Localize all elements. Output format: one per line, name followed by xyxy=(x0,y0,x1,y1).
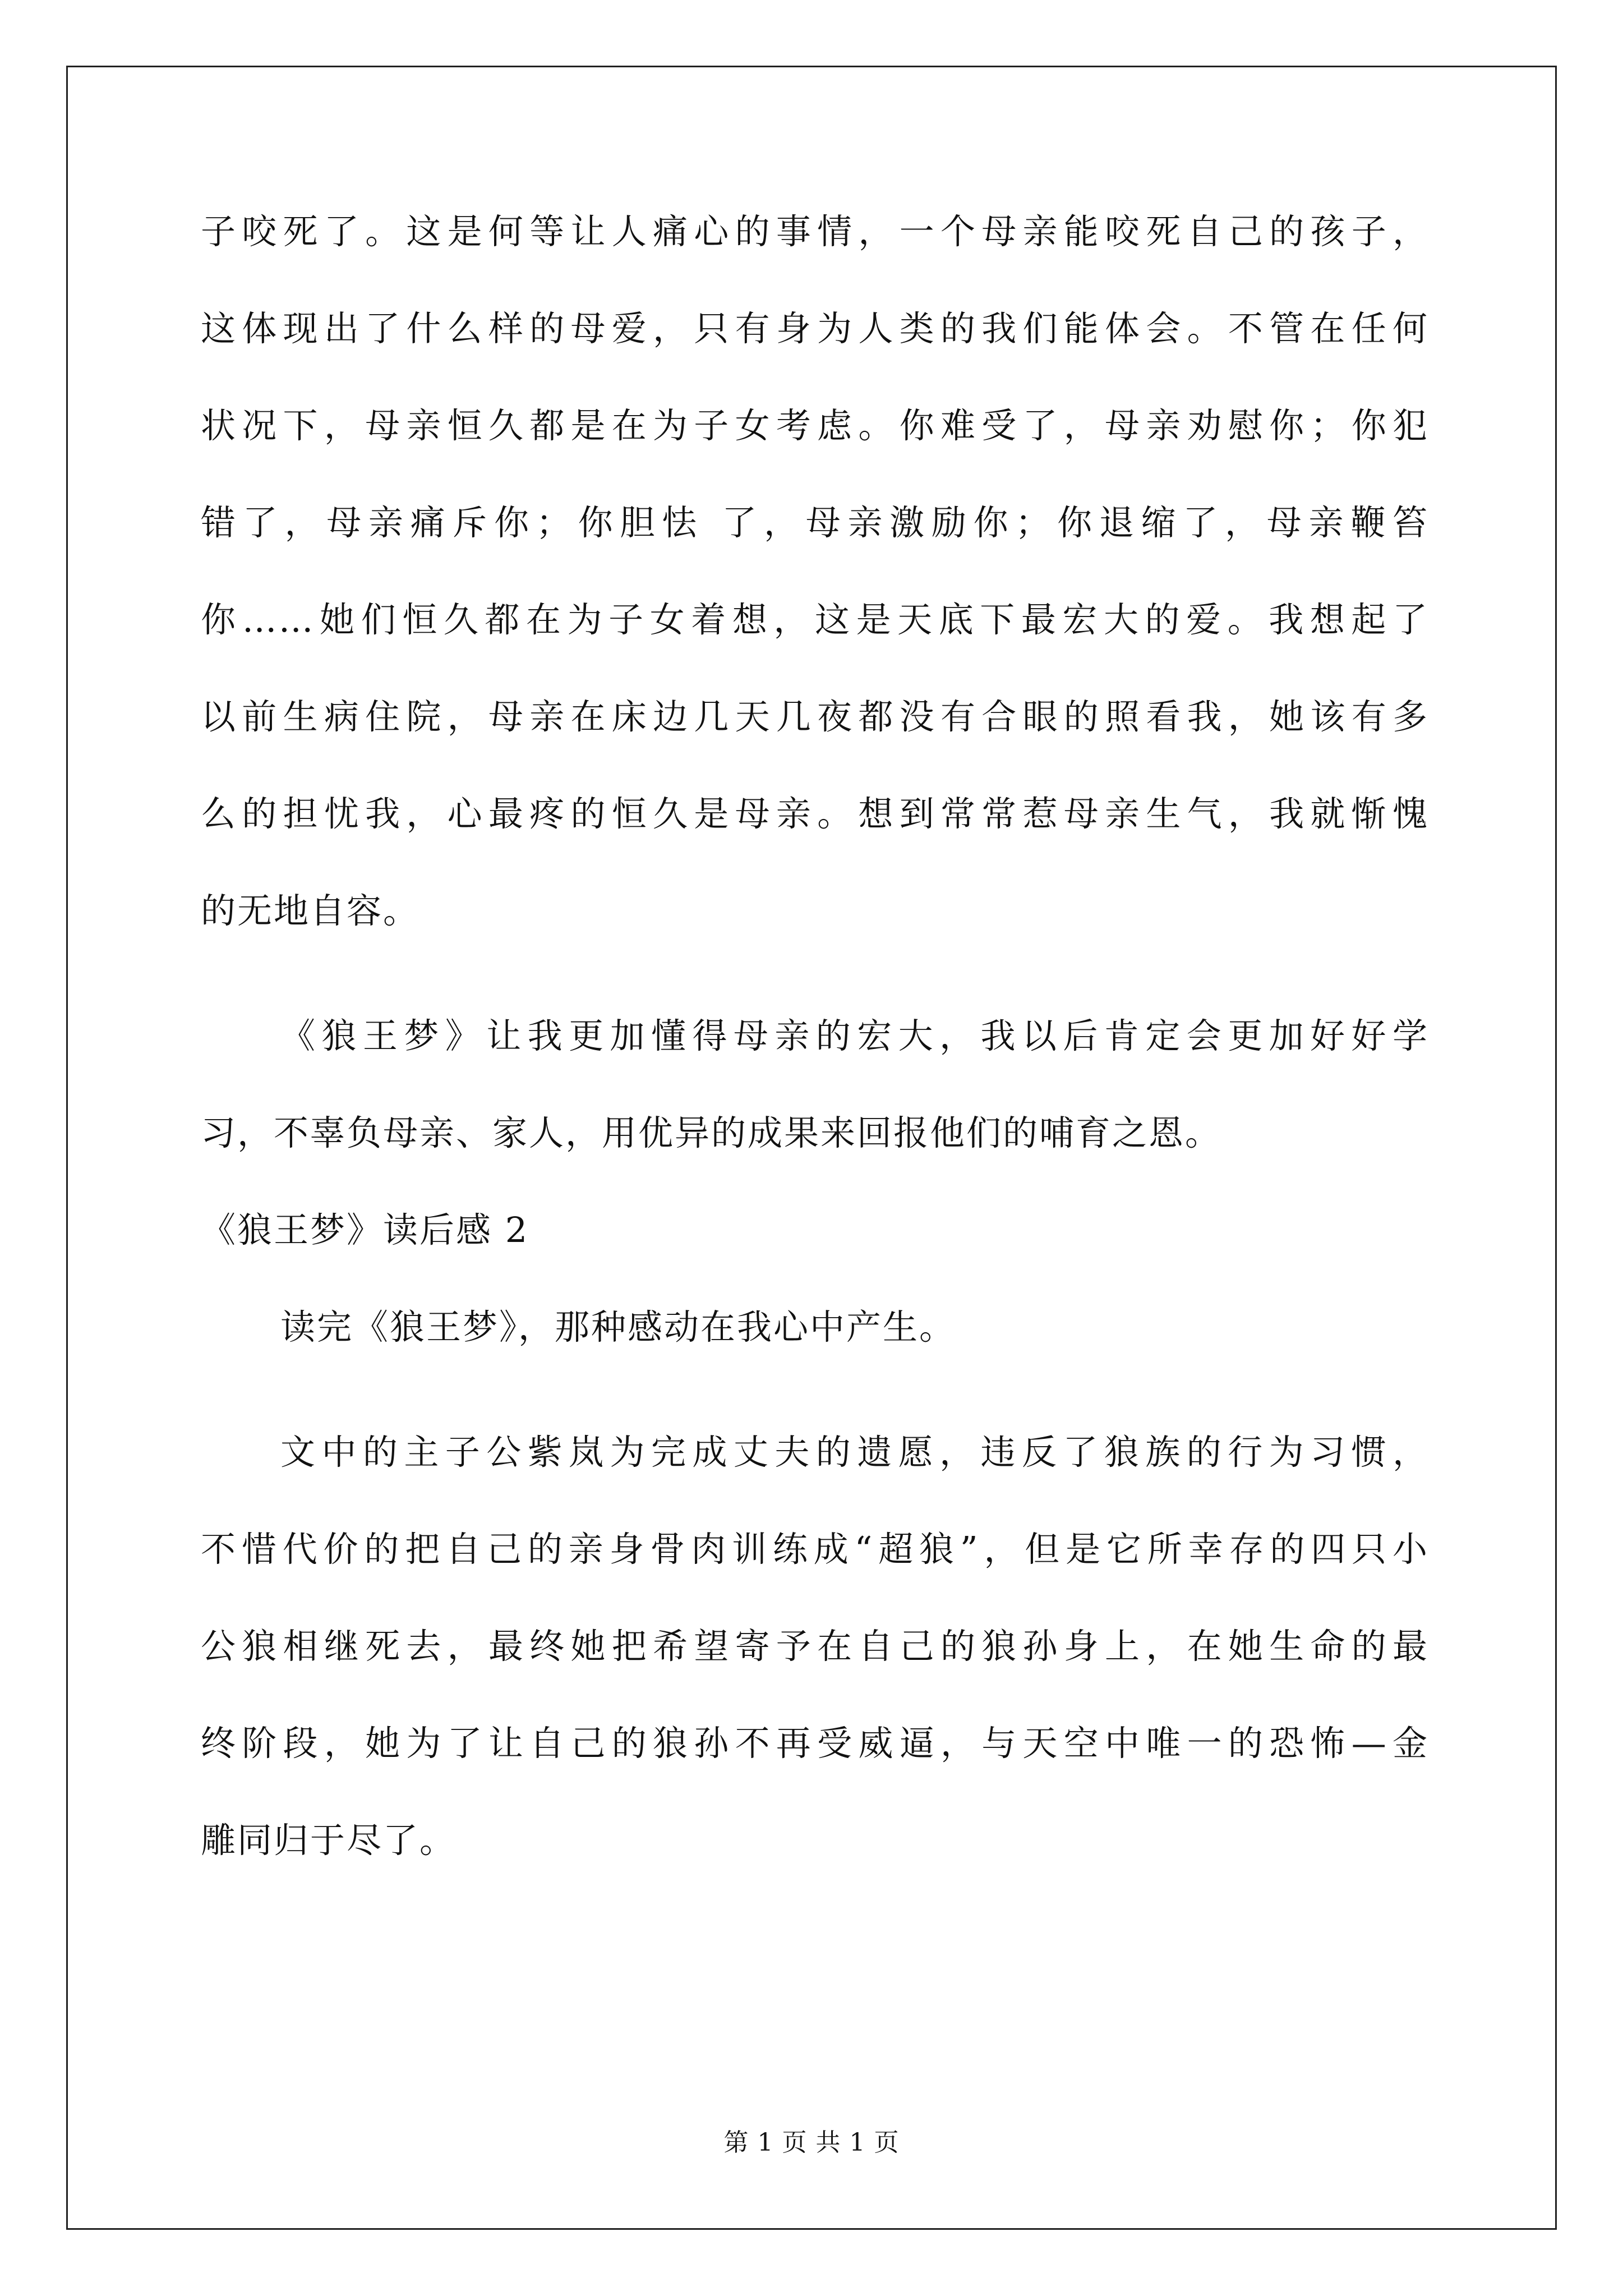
paragraph-line: 的无地自容。 xyxy=(201,890,420,931)
paragraph-line: 不惜代价的把自己的亲身骨肉训练成“超狼”，但是它所幸存的四只小 xyxy=(201,1529,1429,1570)
paragraph-line: 么的担忧我，心最疼的恒久是母亲。想到常常惹母亲生气，我就惭愧 xyxy=(201,793,1429,834)
paragraph-line: 《狼王梦》让我更加懂得母亲的宏大，我以后肯定会更加好好学 xyxy=(280,1015,1429,1056)
section-title: 《狼王梦》读后感 2 xyxy=(201,1209,529,1250)
paragraph-line: 读完《狼王梦》，那种感动在我心中产生。 xyxy=(280,1306,956,1347)
paragraph-line: 你……她们恒久都在为子女着想，这是天底下最宏大的爱。我想起了 xyxy=(201,599,1429,640)
paragraph-line: 习，不辜负母亲、家人，用优异的成果来回报他们的哺育之恩。 xyxy=(201,1112,1222,1153)
paragraph-line: 这体现出了什么样的母爱，只有身为人类的我们能体会。不管在任何 xyxy=(201,308,1429,349)
paragraph-line: 终阶段，她为了让自己的狼孙不再受威逼，与天空中唯一的恐怖—金 xyxy=(201,1723,1429,1764)
paragraph-line: 以前生病住院，母亲在床边几天几夜都没有合眼的照看我，她该有多 xyxy=(201,696,1429,737)
paragraph-line: 雕同归于尽了。 xyxy=(201,1820,457,1861)
paragraph-line: 子咬死了。这是何等让人痛心的事情，一个母亲能咬死自己的孩子， xyxy=(201,211,1429,252)
paragraph-line: 文中的主子公紫岚为完成丈夫的遗愿，违反了狼族的行为习惯， xyxy=(280,1432,1429,1473)
page-number: 第 1 页 共 1 页 xyxy=(723,2128,900,2157)
paragraph-line: 状况下，母亲恒久都是在为子女考虑。你难受了，母亲劝慰你；你犯 xyxy=(201,405,1429,446)
paragraph-line: 错了，母亲痛斥你；你胆怯 了，母亲激励你；你退缩了，母亲鞭笞 xyxy=(201,502,1429,543)
paragraph-line: 公狼相继死去，最终她把希望寄予在自己的狼孙身上，在她生命的最 xyxy=(201,1626,1429,1667)
